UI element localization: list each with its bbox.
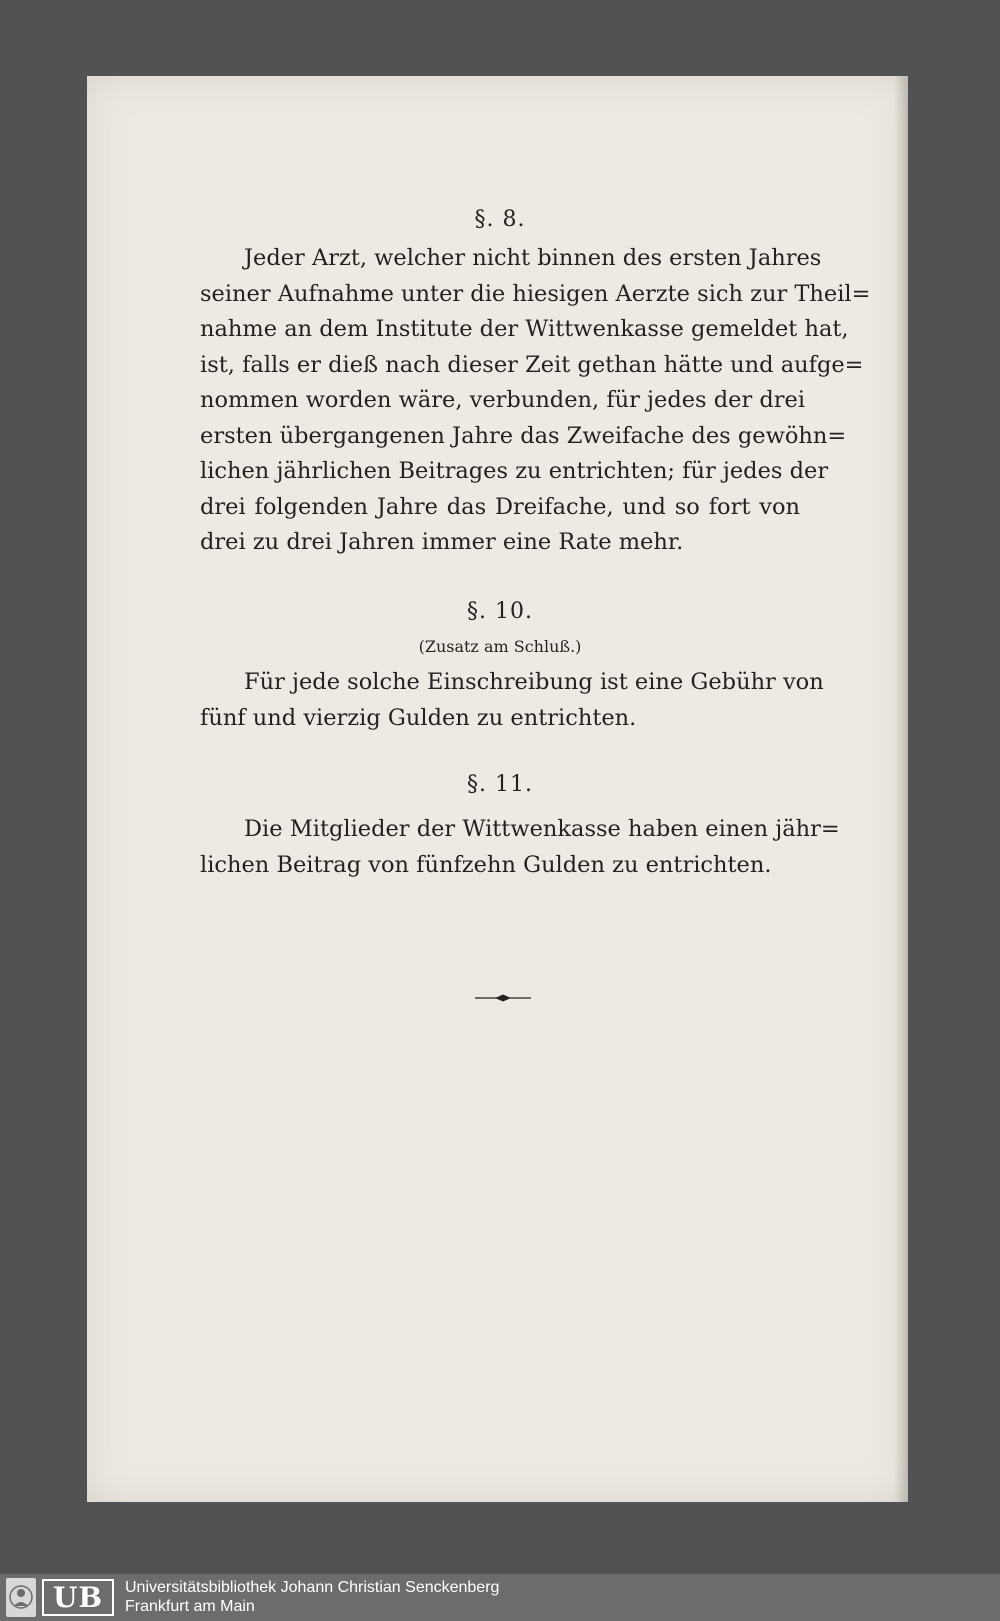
institution-name: Universitätsbibliothek Johann Christian Senckenberg <box>125 1579 500 1596</box>
library-footer <box>0 1574 1000 1621</box>
section-heading: §. 11. <box>467 772 533 797</box>
section-8 <box>200 203 871 561</box>
section-body <box>200 812 840 883</box>
text-line: ersten übergangenen Jahre das Zweifache des gewöhn= <box>200 422 847 449</box>
page-edge-shadow <box>894 76 908 1502</box>
text-line: Jeder Arzt, welcher nicht binnen des ersten Jahres <box>244 245 822 271</box>
logo-text: UB <box>42 1579 114 1616</box>
text-line: drei folgenden Jahre das Dreifache, und so fort von <box>200 493 800 520</box>
section-10 <box>200 595 824 736</box>
text-line: fünf und vierzig Gulden zu entrichten. <box>200 704 637 731</box>
seal-icon <box>6 1578 36 1617</box>
institution-city: Frankfurt am Main <box>125 1598 255 1615</box>
text-line: lichen Beitrag von fünfzehn Gulden zu entrichten. <box>200 851 772 878</box>
section-body <box>200 241 871 561</box>
text-line: nommen worden wäre, verbunden, für jedes der drei <box>200 387 806 413</box>
section-heading: §. 8. <box>474 207 526 232</box>
text-line: Die Mitglieder der Wittwenkasse haben einen jähr= <box>244 816 840 842</box>
text-line: Für jede solche Einschreibung ist eine Gebühr von <box>244 669 824 695</box>
library-logo[interactable] <box>6 1578 114 1617</box>
section-subheading: (Zusatz am Schluß.) <box>418 637 582 656</box>
text-line: drei zu drei Jahren immer eine Rate mehr. <box>200 529 684 555</box>
ornament-divider <box>475 993 531 1003</box>
text-line: seiner Aufnahme unter die hiesigen Aerzte sich zur Theil= <box>200 280 871 307</box>
institution-credit <box>125 1578 499 1616</box>
text-line: nahme an dem Institute der Wittwenkasse gemeldet hat, <box>200 316 849 342</box>
text-line: lichen jährlichen Beitrages zu entrichten; für jedes der <box>200 458 829 484</box>
text-line: ist, falls er dieß nach dieser Zeit gethan hätte und aufge= <box>200 351 864 378</box>
section-body <box>200 665 824 736</box>
section-11 <box>200 768 840 883</box>
section-heading: §. 10. <box>467 599 533 624</box>
